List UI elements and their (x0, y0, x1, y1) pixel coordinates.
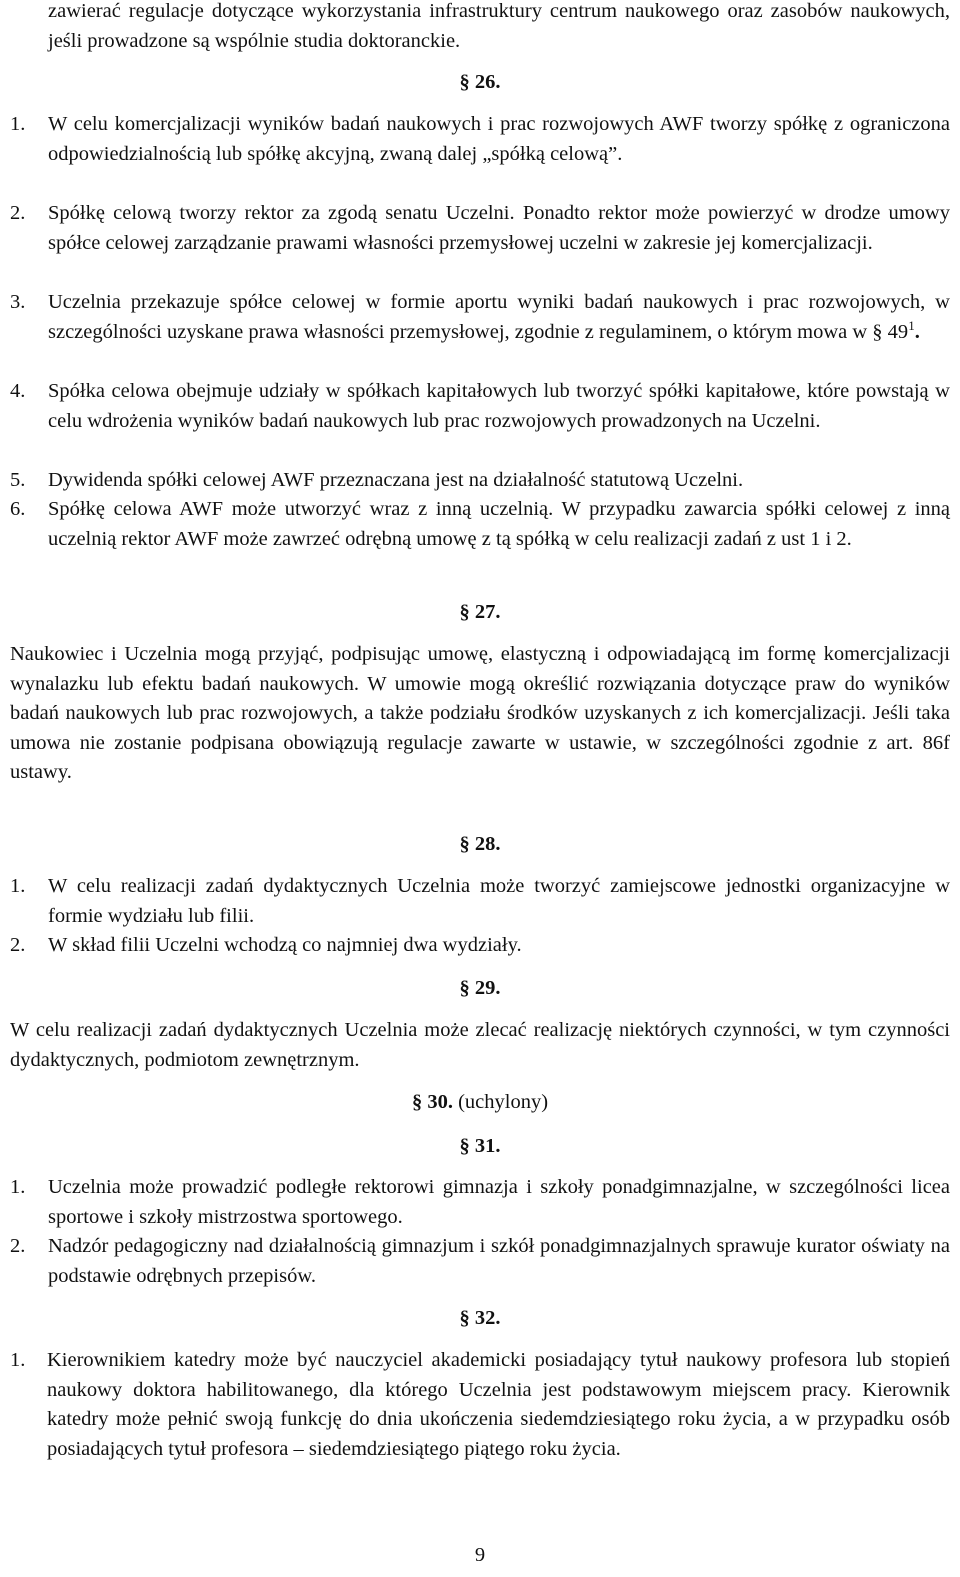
page-number: 9 (474, 1544, 486, 1566)
item-number: 1. (10, 1349, 26, 1371)
section-heading-26: § 26. (459, 71, 501, 93)
section-heading-30: § 30. (uchylony) (411, 1091, 549, 1113)
s29-paragraph: W celu realizacji zadań dydaktycznych Uczelnia może zlecać realizację niektórych czynności, w tym czynności dydaktycznych, podmiotom zewnętrznym. (10, 1019, 950, 1071)
s31-item-1 (10, 1173, 950, 1232)
item-number: 2. (10, 934, 26, 956)
item-number: 2. (10, 1235, 26, 1257)
item-text: Nadzór pedagogiczny nad działalnością gimnazjum i szkół ponadgimnazjalnych sprawuje kurator oświaty na podstawie odrębnych przepisów. (48, 1235, 950, 1287)
item-number: 1. (10, 875, 26, 897)
s27-paragraph: Naukowiec i Uczelnia mogą przyjąć, podpisując umowę, elastyczną i odpowiadającą im formę komercjalizacji wynalazku lub efektu badań naukowych. W umowie mogą określić rozwiązania dotyczące praw do wyników badań naukowych lub prac rozwojowych, a także podziału środków uzyskanych z ich komercjalizacji. Jeśli taka umowa nie zostanie podpisana obowiązują regulacje zawarte w ustawie, w szczególności zgodnie z art. 86f ustawy. (10, 643, 950, 784)
s28-item-1 (10, 872, 950, 931)
repealed-note: (uchylony) (458, 1091, 549, 1113)
s28-item-2 (10, 931, 950, 961)
item-text: Kierownikiem katedry może być nauczyciel akademicki posiadający tytuł naukowy profesora lub stopień naukowy doktora habilitowanego, dla którego Uczelnia jest podstawowym miejscem pracy. Kierownik katedry może pełnić swoją funkcję do dnia ukończenia siedemdziesiątego roku życia, a w przypadku osób posiadających tytuł profesora – siedemdziesiątego piątego roku życia. (47, 1349, 950, 1460)
item-number: 1. (10, 113, 26, 135)
item-text: Spółka celowa obejmuje udziały w spółkach kapitałowych lub tworzyć spółki kapitałowe, które powstają w celu wdrożenia wyników badań naukowych lub prac rozwojowych prowadzonych na Uczelni. (48, 380, 950, 432)
item-text: Uczelnia może prowadzić podległe rektorowi gimnazja i szkoły ponadgimnazjalne, w szczególności licea sportowe i szkoły mistrzostwa sportowego. (48, 1176, 950, 1228)
section-heading-27: § 27. (459, 601, 501, 623)
s31-item-2 (10, 1232, 950, 1291)
superscript: 1 (908, 317, 915, 333)
item-number: 5. (10, 469, 26, 491)
section-heading-29: § 29. (459, 977, 501, 999)
item-text: W celu realizacji zadań dydaktycznych Uczelnia może tworzyć zamiejscowe jednostki organizacyjne w formie wydziału lub filii. (48, 875, 950, 927)
item-number: 3. (10, 291, 26, 313)
s26-item-5 (10, 466, 950, 496)
item-number: 6. (10, 498, 26, 520)
s26-item-1 (10, 110, 950, 169)
item-text: Dywidenda spółki celowej AWF przeznaczana jest na działalność statutową Uczelni. (48, 469, 744, 491)
s32-item-1 (10, 1346, 950, 1464)
item-text: Spółkę celową tworzy rektor za zgodą senatu Uczelni. Ponadto rektor może powierzyć w drodze umowy spółce celowej zarządzanie prawami własności przemysłowej uczelni w zakresie jej komercjalizacji. (48, 202, 950, 254)
item-text: Spółkę celowa AWF może utworzyć wraz z inną uczelnią. W przypadku zawarcia spółki celowej z inną uczelnią rektor AWF może zawrzeć odrębną umowę z tą spółką w celu realizacji zadań z ust 1 i 2. (48, 498, 950, 550)
section-heading-32: § 32. (459, 1307, 501, 1329)
section-heading-28: § 28. (459, 833, 501, 855)
section-heading-31: § 31. (459, 1135, 501, 1157)
item-text: W skład filii Uczelni wchodzą co najmniej dwa wydziały. (48, 934, 522, 956)
item-number: 4. (10, 380, 26, 402)
item-number: 1. (10, 1176, 26, 1198)
s26-item-4 (10, 377, 950, 436)
s26-item-6 (10, 495, 950, 554)
s26-item-3 (10, 288, 950, 347)
item-text: Uczelnia przekazuje spółce celowej w formie aportu wyniki badań naukowych i prac rozwojowych, w szczególności uzyskane prawa własności przemysłowej, zgodnie z regulaminem, o którym mowa w § $49^1$. (48, 291, 950, 343)
intro-continuation: zawierać regulacje dotyczące wykorzystania infrastruktury centrum naukowego oraz zasobów naukowych, jeśli prowadzone są wspólnie studia doktoranckie. (48, 0, 950, 52)
s26-item-2 (10, 199, 950, 258)
item-text: W celu komercjalizacji wyników badań naukowych i prac rozwojowych AWF tworzy spółkę z ograniczona odpowiedzialnością lub spółkę akcyjną, zwaną dalej „spółką celową”. (48, 113, 950, 165)
item-number: 2. (10, 202, 26, 224)
